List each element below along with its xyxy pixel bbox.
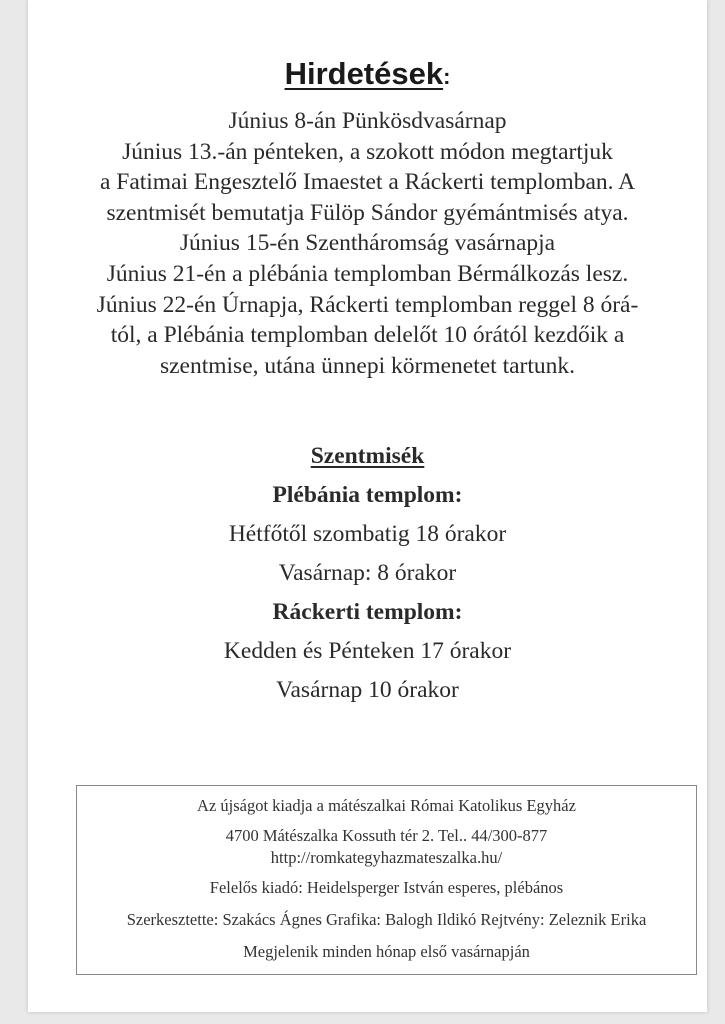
announcement-line: szentmisét bemutatja Fülöp Sándor gyémántmisés atya. xyxy=(106,199,629,226)
page-title xyxy=(28,56,707,92)
announcement-line: Június 22-én Úrnapja, Ráckerti templomban reggel 8 órá- xyxy=(96,291,639,318)
rackert-weekday-time: Kedden és Pénteken 17 órakor xyxy=(223,638,512,664)
newsletter-page xyxy=(28,0,707,1012)
title-colon: : xyxy=(443,64,451,89)
announcement-line: Június 13.-án pénteken, a szokott módon megtartjuk xyxy=(122,138,613,165)
address-line: 4700 Mátészalka Kossuth tér 2. Tel.. 44/300-877 xyxy=(225,826,548,845)
editors-line: Szerkesztette: Szakács Ágnes Grafika: Balogh Ildikó Rejtvény: Zeleznik Erika xyxy=(126,910,647,929)
title-text: Hirdetések xyxy=(284,56,444,91)
rackert-church-heading: Ráckerti templom: xyxy=(272,599,463,625)
parish-weekday-time: Hétfőtől szombatig 18 órakor xyxy=(228,521,507,547)
responsible-publisher-line: Felelős kiadó: Heidelsperger István esperes, plébános xyxy=(209,878,564,897)
publication-schedule-line: Megjelenik minden hónap első vasárnapján xyxy=(243,942,530,961)
publisher-line: Az újságot kiadja a mátészalkai Római Katolikus Egyház xyxy=(197,796,576,815)
announcement-line: Június 8-án Pünkösdvasárnap xyxy=(228,108,507,134)
mass-schedule-section xyxy=(28,437,707,710)
announcement-line: szentmise, utána ünnepi körmenetet tartunk. xyxy=(159,352,576,379)
masses-heading: Szentmisék xyxy=(310,443,425,469)
announcement-line: a Fatimai Engesztelő Imaestet a Ráckerti templomban. A xyxy=(99,169,636,196)
parish-sunday-time: Vasárnap: 8 órakor xyxy=(278,560,457,586)
announcement-line: Június 21-én a plébánia templomban Bérmálkozás lesz. xyxy=(106,260,629,287)
rackert-sunday-time: Vasárnap 10 órakor xyxy=(276,677,459,703)
publisher-info-box xyxy=(76,785,697,975)
announcement-line: Június 15-én Szentháromság vasárnapja xyxy=(179,230,556,257)
website-link[interactable]: http://romkategyhazmateszalka.hu/ xyxy=(270,848,503,867)
announcements-section xyxy=(28,106,707,381)
parish-church-heading: Plébánia templom: xyxy=(272,482,463,508)
announcement-line: tól, a Plébánia templomban delelőt 10 órától kezdőik a xyxy=(110,322,625,349)
